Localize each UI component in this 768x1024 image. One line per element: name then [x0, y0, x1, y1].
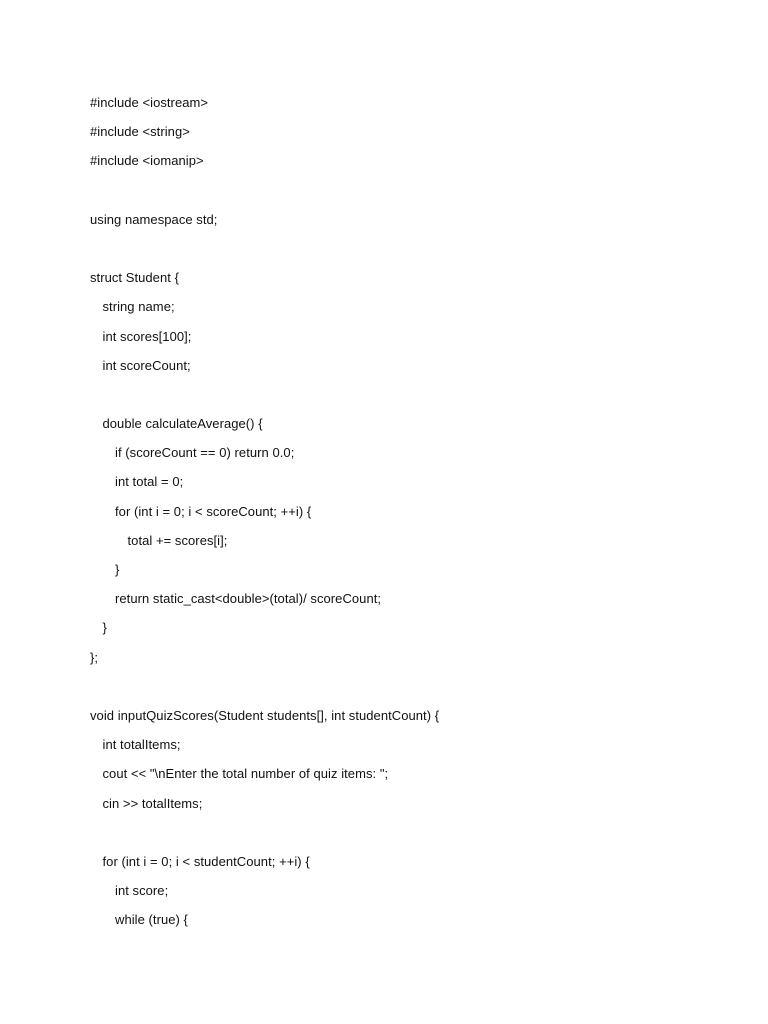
blank-line [90, 380, 730, 409]
code-line: total += scores[i]; [127, 532, 228, 548]
code-line: while (true) { [115, 912, 188, 928]
code-line: cin >> totalItems; [102, 795, 203, 811]
code-line: using namespace std; [90, 211, 218, 227]
code-line: }; [90, 649, 99, 665]
code-line: for (int i = 0; i < studentCount; ++i) { [102, 853, 310, 869]
code-line: void inputQuizScores(Student students[], int studentCount) { [90, 707, 440, 723]
code-line: } [102, 620, 107, 636]
code-line: double calculateAverage() { [102, 416, 263, 432]
code-line: cout << "\nEnter the total number of quiz items: "; [102, 766, 389, 782]
code-line: #include <iostream> [90, 95, 209, 110]
code-line: int total = 0; [115, 474, 184, 490]
code-line: #include <string> [90, 124, 190, 140]
blank-line [90, 672, 730, 701]
code-line: } [115, 562, 120, 577]
code-line: #include <iomanip> [90, 153, 204, 169]
code-line: return static_cast<double>(total)/ scoreCount; [115, 591, 382, 607]
code-line: string name; [102, 299, 175, 315]
code-line: int totalItems; [102, 737, 181, 753]
code-line: for (int i = 0; i < scoreCount; ++i) { [115, 503, 312, 519]
code-line: int score; [115, 883, 169, 899]
code-line: int scoreCount; [102, 357, 191, 373]
code-listing [90, 88, 730, 934]
blank-line [90, 818, 730, 847]
blank-line [90, 176, 730, 205]
code-line: struct Student { [90, 270, 179, 286]
blank-line [90, 234, 730, 263]
code-line: if (scoreCount == 0) return 0.0; [115, 445, 295, 461]
code-line: int scores[100]; [102, 328, 192, 344]
